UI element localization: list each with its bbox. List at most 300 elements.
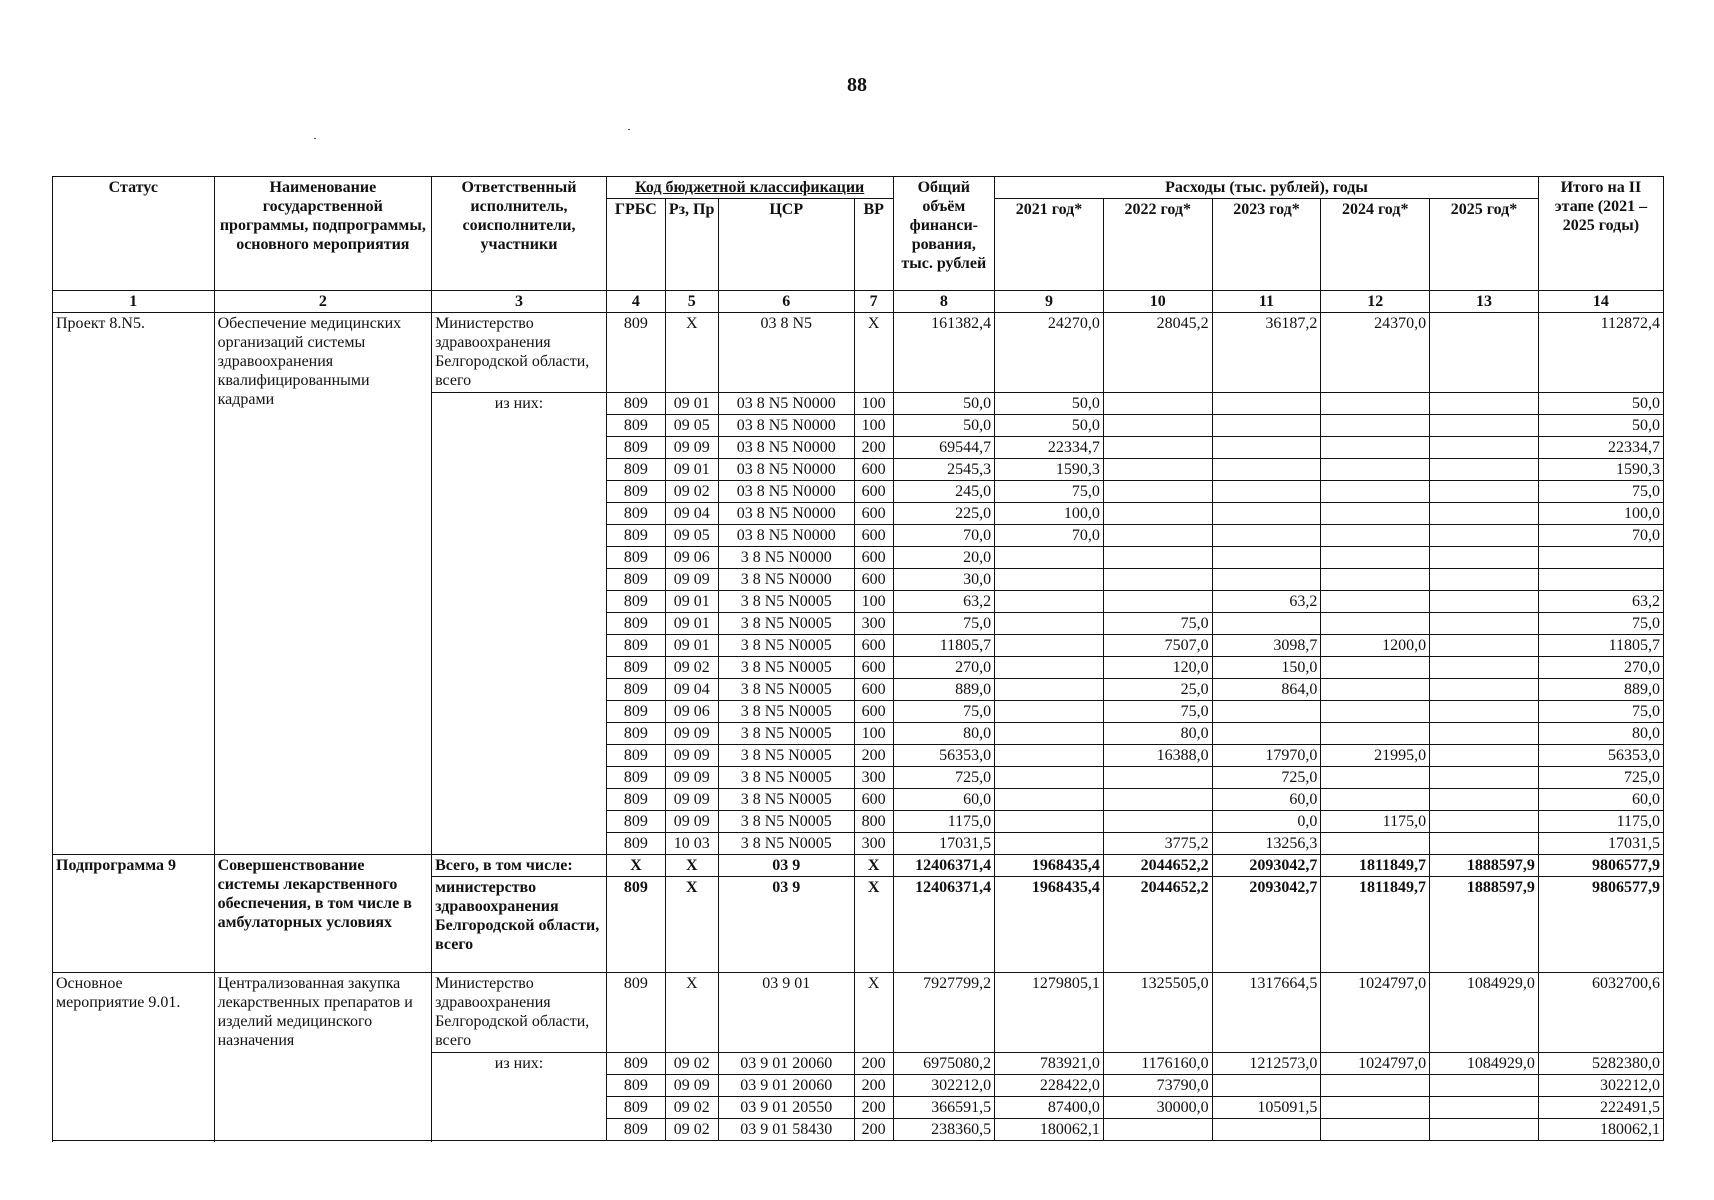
subprogram-responsible: министерство здравоохранения Белгородской области, всего <box>432 877 607 973</box>
cell-rz-pr: 09 06 <box>665 701 718 723</box>
cell-grbs: 809 <box>606 635 665 657</box>
cell-y2024 <box>1321 569 1430 591</box>
cell-y2022: 28045,2 <box>1103 313 1212 393</box>
subprogram-total-row <box>53 855 1664 877</box>
column-number: 2 <box>214 291 431 313</box>
cell-y2025 <box>1430 415 1539 437</box>
cell-y2022: 3775,2 <box>1103 833 1212 855</box>
cell-csr: 3 8 N5 N0005 <box>718 701 854 723</box>
cell-y2021 <box>995 569 1104 591</box>
cell-y2021: 1968435,4 <box>995 877 1104 973</box>
cell-csr: 03 8 N5 N0000 <box>718 525 854 547</box>
cell-y2021: 50,0 <box>995 415 1104 437</box>
cell-y2023: 150,0 <box>1212 657 1321 679</box>
cell-csr: 03 9 01 58430 <box>718 1119 854 1141</box>
cell-rz-pr: Х <box>665 313 718 393</box>
cell-y2021 <box>995 657 1104 679</box>
cell-grbs: 809 <box>606 1119 665 1141</box>
cell-csr: 03 8 N5 N0000 <box>718 437 854 459</box>
cell-y2024 <box>1321 503 1430 525</box>
subprogram-status: Подпрограмма 9 <box>53 855 215 973</box>
cell-y2024 <box>1321 393 1430 415</box>
cell-y2024 <box>1321 723 1430 745</box>
cell-y2025 <box>1430 811 1539 833</box>
cell-y2023: 2093042,7 <box>1212 877 1321 973</box>
cell-y2023: 1317664,5 <box>1212 973 1321 1053</box>
cell-itogo: 302212,0 <box>1538 1075 1663 1097</box>
cell-itogo: 100,0 <box>1538 503 1663 525</box>
cell-y2023: 17970,0 <box>1212 745 1321 767</box>
cell-y2023: 1212573,0 <box>1212 1053 1321 1075</box>
column-number: 5 <box>665 291 718 313</box>
cell-itogo: 1590,3 <box>1538 459 1663 481</box>
cell-y2021 <box>995 547 1104 569</box>
cell-y2022: 1325505,0 <box>1103 973 1212 1053</box>
cell-y2023 <box>1212 459 1321 481</box>
cell-rz-pr: 09 02 <box>665 657 718 679</box>
cell-itogo: 222491,5 <box>1538 1097 1663 1119</box>
cell-vr: 600 <box>854 503 893 525</box>
cell-rz-pr: 09 01 <box>665 635 718 657</box>
cell-y2025 <box>1430 767 1539 789</box>
cell-total: 30,0 <box>893 569 995 591</box>
cell-rz-pr: 09 06 <box>665 547 718 569</box>
column-number: 3 <box>432 291 607 313</box>
cell-y2025 <box>1430 459 1539 481</box>
cell-rz-pr: 09 09 <box>665 437 718 459</box>
cell-rz-pr: 09 09 <box>665 569 718 591</box>
cell-grbs: 809 <box>606 1097 665 1119</box>
cell-vr: 600 <box>854 547 893 569</box>
cell-itogo: 60,0 <box>1538 789 1663 811</box>
budget-table <box>52 176 1664 1141</box>
cell-rz-pr: 09 02 <box>665 1053 718 1075</box>
header-2023: 2023 год* <box>1212 199 1321 291</box>
cell-rz-pr: 09 09 <box>665 767 718 789</box>
cell-y2022: 73790,0 <box>1103 1075 1212 1097</box>
column-number: 10 <box>1103 291 1212 313</box>
column-number: 13 <box>1430 291 1539 313</box>
cell-itogo <box>1538 569 1663 591</box>
cell-csr: 03 9 01 20060 <box>718 1053 854 1075</box>
cell-y2024 <box>1321 459 1430 481</box>
cell-csr: 03 9 <box>718 877 854 973</box>
cell-y2025 <box>1430 613 1539 635</box>
cell-itogo: 6032700,6 <box>1538 973 1663 1053</box>
subprogram-name: Совершенствование системы лекарственного обеспечения, в том числе в амбулаторных условиях <box>214 855 431 973</box>
cell-y2025: 1888597,9 <box>1430 877 1539 973</box>
cell-total: 366591,5 <box>893 1097 995 1119</box>
cell-y2022 <box>1103 393 1212 415</box>
cell-y2021: 1279805,1 <box>995 973 1104 1053</box>
table-body <box>53 313 1664 1141</box>
cell-itogo: 1175,0 <box>1538 811 1663 833</box>
cell-csr: 3 8 N5 N0005 <box>718 657 854 679</box>
cell-csr: 3 8 N5 N0005 <box>718 789 854 811</box>
cell-y2021: 50,0 <box>995 393 1104 415</box>
header-2022: 2022 год* <box>1103 199 1212 291</box>
cell-y2021 <box>995 767 1104 789</box>
cell-y2024 <box>1321 437 1430 459</box>
cell-total: 161382,4 <box>893 313 995 393</box>
cell-rz-pr: 09 05 <box>665 415 718 437</box>
cell-csr: 03 8 N5 N0000 <box>718 481 854 503</box>
cell-y2021 <box>995 679 1104 701</box>
cell-rz-pr: 09 02 <box>665 1097 718 1119</box>
cell-y2023: 13256,3 <box>1212 833 1321 855</box>
cell-y2025 <box>1430 657 1539 679</box>
cell-grbs: 809 <box>606 657 665 679</box>
project-status: Проект 8.N5. <box>53 313 215 855</box>
cell-grbs: 809 <box>606 811 665 833</box>
cell-csr: 3 8 N5 N0000 <box>718 547 854 569</box>
cell-vr: 200 <box>854 1075 893 1097</box>
cell-total: 69544,7 <box>893 437 995 459</box>
cell-y2023: 864,0 <box>1212 679 1321 701</box>
cell-total: 63,2 <box>893 591 995 613</box>
cell-rz-pr: 09 09 <box>665 811 718 833</box>
scan-speck <box>628 129 630 130</box>
cell-y2022: 25,0 <box>1103 679 1212 701</box>
cell-rz-pr: 09 09 <box>665 723 718 745</box>
cell-total: 11805,7 <box>893 635 995 657</box>
cell-y2025 <box>1430 635 1539 657</box>
cell-y2025 <box>1430 789 1539 811</box>
cell-y2023 <box>1212 525 1321 547</box>
cell-y2024 <box>1321 591 1430 613</box>
cell-rz-pr: Х <box>665 855 718 877</box>
project-main-row <box>53 313 1664 393</box>
cell-y2025: 1084929,0 <box>1430 1053 1539 1075</box>
header-name: Наименование государственной программы, подпрограммы, основного мероприятия <box>214 177 431 291</box>
cell-vr: 300 <box>854 767 893 789</box>
cell-grbs: 809 <box>606 679 665 701</box>
cell-y2023 <box>1212 547 1321 569</box>
column-number: 6 <box>718 291 854 313</box>
column-number: 4 <box>606 291 665 313</box>
cell-grbs: 809 <box>606 569 665 591</box>
cell-vr: 100 <box>854 393 893 415</box>
header-budget-code: Код бюджетной классификации <box>606 177 893 199</box>
column-number: 7 <box>854 291 893 313</box>
cell-y2021: 783921,0 <box>995 1053 1104 1075</box>
cell-y2023: 0,0 <box>1212 811 1321 833</box>
cell-vr: 200 <box>854 437 893 459</box>
cell-csr: 3 8 N5 N0005 <box>718 811 854 833</box>
cell-rz-pr: 09 09 <box>665 745 718 767</box>
cell-grbs: 809 <box>606 481 665 503</box>
cell-csr: 3 8 N5 N0005 <box>718 635 854 657</box>
cell-itogo: 80,0 <box>1538 723 1663 745</box>
cell-y2024 <box>1321 613 1430 635</box>
cell-y2023 <box>1212 1119 1321 1141</box>
cell-y2023: 63,2 <box>1212 591 1321 613</box>
cell-y2022 <box>1103 437 1212 459</box>
cell-rz-pr: 09 05 <box>665 525 718 547</box>
cell-itogo: 70,0 <box>1538 525 1663 547</box>
cell-vr: 300 <box>854 613 893 635</box>
cell-y2021 <box>995 745 1104 767</box>
cell-total: 2545,3 <box>893 459 995 481</box>
cell-y2024: 24370,0 <box>1321 313 1430 393</box>
measure-of-them-label: из них: <box>432 1053 607 1141</box>
cell-y2021 <box>995 591 1104 613</box>
cell-total: 17031,5 <box>893 833 995 855</box>
measure-responsible: Министерство здравоохранения Белгородской области, всего <box>432 973 607 1053</box>
cell-itogo: 112872,4 <box>1538 313 1663 393</box>
cell-grbs: 809 <box>606 745 665 767</box>
cell-itogo: 75,0 <box>1538 613 1663 635</box>
cell-y2023 <box>1212 723 1321 745</box>
cell-y2024 <box>1321 415 1430 437</box>
cell-y2021 <box>995 811 1104 833</box>
cell-y2021 <box>995 833 1104 855</box>
cell-grbs: 809 <box>606 1053 665 1075</box>
cell-total: 270,0 <box>893 657 995 679</box>
cell-y2023: 3098,7 <box>1212 635 1321 657</box>
cell-csr: 3 8 N5 N0005 <box>718 591 854 613</box>
cell-total: 245,0 <box>893 481 995 503</box>
header-expenses: Расходы (тыс. рублей), годы <box>995 177 1539 199</box>
cell-grbs: 809 <box>606 767 665 789</box>
cell-y2024: 1024797,0 <box>1321 973 1430 1053</box>
cell-y2022 <box>1103 481 1212 503</box>
cell-csr: 3 8 N5 N0005 <box>718 679 854 701</box>
cell-vr: Х <box>854 973 893 1053</box>
header-responsible: Ответственный исполнитель, соисполнители, участники <box>432 177 607 291</box>
cell-vr: 800 <box>854 811 893 833</box>
cell-y2022 <box>1103 767 1212 789</box>
cell-y2022: 30000,0 <box>1103 1097 1212 1119</box>
cell-y2024 <box>1321 1075 1430 1097</box>
cell-y2021: 1968435,4 <box>995 855 1104 877</box>
cell-csr: 3 8 N5 N0000 <box>718 569 854 591</box>
cell-total: 70,0 <box>893 525 995 547</box>
cell-y2024 <box>1321 701 1430 723</box>
cell-itogo: 75,0 <box>1538 701 1663 723</box>
cell-y2023 <box>1212 481 1321 503</box>
cell-itogo: 22334,7 <box>1538 437 1663 459</box>
cell-grbs: 809 <box>606 1075 665 1097</box>
cell-y2022: 2044652,2 <box>1103 877 1212 973</box>
cell-vr: 600 <box>854 481 893 503</box>
cell-y2025 <box>1430 723 1539 745</box>
cell-grbs: 809 <box>606 437 665 459</box>
cell-y2025 <box>1430 481 1539 503</box>
cell-y2023: 2093042,7 <box>1212 855 1321 877</box>
cell-vr: Х <box>854 855 893 877</box>
cell-vr: 600 <box>854 635 893 657</box>
cell-y2022 <box>1103 415 1212 437</box>
cell-total: 225,0 <box>893 503 995 525</box>
cell-itogo: 889,0 <box>1538 679 1663 701</box>
cell-y2023: 60,0 <box>1212 789 1321 811</box>
cell-y2021: 75,0 <box>995 481 1104 503</box>
cell-y2025 <box>1430 679 1539 701</box>
cell-vr: 600 <box>854 679 893 701</box>
column-number-row <box>53 291 1664 313</box>
cell-itogo: 50,0 <box>1538 415 1663 437</box>
column-number: 1 <box>53 291 215 313</box>
header-csr: ЦСР <box>718 199 854 291</box>
cell-csr: 03 8 N5 N0000 <box>718 459 854 481</box>
cell-y2022: 75,0 <box>1103 701 1212 723</box>
cell-itogo: 56353,0 <box>1538 745 1663 767</box>
cell-vr: 600 <box>854 657 893 679</box>
cell-y2022: 7507,0 <box>1103 635 1212 657</box>
page-number: 88 <box>847 74 867 96</box>
cell-y2021: 1590,3 <box>995 459 1104 481</box>
cell-y2023 <box>1212 569 1321 591</box>
cell-rz-pr: 09 09 <box>665 789 718 811</box>
cell-vr: Х <box>854 877 893 973</box>
cell-csr: 03 8 N5 N0000 <box>718 415 854 437</box>
column-number: 14 <box>1538 291 1663 313</box>
cell-rz-pr: 10 03 <box>665 833 718 855</box>
cell-y2024 <box>1321 833 1430 855</box>
cell-y2025: 1888597,9 <box>1430 855 1539 877</box>
cell-total: 889,0 <box>893 679 995 701</box>
cell-y2021 <box>995 613 1104 635</box>
cell-y2025 <box>1430 525 1539 547</box>
cell-rz-pr: 09 01 <box>665 591 718 613</box>
cell-y2024: 1200,0 <box>1321 635 1430 657</box>
cell-y2025 <box>1430 547 1539 569</box>
cell-vr: 300 <box>854 833 893 855</box>
cell-y2022 <box>1103 459 1212 481</box>
cell-y2024 <box>1321 767 1430 789</box>
cell-y2025 <box>1430 313 1539 393</box>
cell-total: 56353,0 <box>893 745 995 767</box>
cell-y2024 <box>1321 679 1430 701</box>
cell-y2024 <box>1321 525 1430 547</box>
cell-grbs: 809 <box>606 415 665 437</box>
cell-y2023 <box>1212 1075 1321 1097</box>
cell-y2021: 100,0 <box>995 503 1104 525</box>
cell-y2024 <box>1321 481 1430 503</box>
cell-vr: 600 <box>854 701 893 723</box>
cell-y2021: 180062,1 <box>995 1119 1104 1141</box>
cell-grbs: 809 <box>606 591 665 613</box>
cell-rz-pr: Х <box>665 877 718 973</box>
cell-y2025 <box>1430 833 1539 855</box>
cell-rz-pr: 09 01 <box>665 613 718 635</box>
cell-y2021: 228422,0 <box>995 1075 1104 1097</box>
column-number: 8 <box>893 291 995 313</box>
cell-grbs: 809 <box>606 525 665 547</box>
cell-csr: 03 9 <box>718 855 854 877</box>
cell-csr: 3 8 N5 N0005 <box>718 723 854 745</box>
cell-itogo: 50,0 <box>1538 393 1663 415</box>
cell-total: 6975080,2 <box>893 1053 995 1075</box>
cell-grbs: 809 <box>606 459 665 481</box>
cell-grbs: 809 <box>606 613 665 635</box>
cell-total: 725,0 <box>893 767 995 789</box>
cell-grbs: 809 <box>606 973 665 1053</box>
cell-y2022 <box>1103 547 1212 569</box>
cell-y2025 <box>1430 1075 1539 1097</box>
cell-grbs: Х <box>606 855 665 877</box>
cell-csr: 3 8 N5 N0005 <box>718 767 854 789</box>
project-name: Обеспечение медицинских организаций системы здравоохранения квалифицированными кадрами <box>214 313 431 855</box>
cell-csr: 03 9 01 <box>718 973 854 1053</box>
cell-y2021 <box>995 789 1104 811</box>
cell-y2024 <box>1321 1119 1430 1141</box>
cell-total: 20,0 <box>893 547 995 569</box>
cell-y2021 <box>995 723 1104 745</box>
cell-total: 12406371,4 <box>893 877 995 973</box>
cell-vr: 100 <box>854 415 893 437</box>
cell-itogo: 725,0 <box>1538 767 1663 789</box>
cell-itogo: 63,2 <box>1538 591 1663 613</box>
cell-y2023: 36187,2 <box>1212 313 1321 393</box>
cell-grbs: 809 <box>606 547 665 569</box>
cell-csr: 03 9 01 20060 <box>718 1075 854 1097</box>
cell-y2023 <box>1212 393 1321 415</box>
cell-vr: Х <box>854 313 893 393</box>
cell-total: 60,0 <box>893 789 995 811</box>
cell-y2023: 105091,5 <box>1212 1097 1321 1119</box>
cell-grbs: 809 <box>606 789 665 811</box>
cell-csr: 03 9 01 20550 <box>718 1097 854 1119</box>
measure-name: Централизованная закупка лекарственных препаратов и изделий медицинского назначения <box>214 973 431 1141</box>
cell-vr: 200 <box>854 1053 893 1075</box>
cell-y2025 <box>1430 701 1539 723</box>
cell-y2025 <box>1430 1097 1539 1119</box>
cell-vr: 200 <box>854 745 893 767</box>
cell-y2024 <box>1321 547 1430 569</box>
cell-itogo: 270,0 <box>1538 657 1663 679</box>
cell-y2023 <box>1212 613 1321 635</box>
cell-y2023 <box>1212 503 1321 525</box>
cell-rz-pr: 09 02 <box>665 481 718 503</box>
cell-rz-pr: 09 01 <box>665 393 718 415</box>
cell-y2022 <box>1103 503 1212 525</box>
cell-y2021: 22334,7 <box>995 437 1104 459</box>
cell-total: 50,0 <box>893 415 995 437</box>
cell-itogo <box>1538 547 1663 569</box>
cell-y2022 <box>1103 789 1212 811</box>
cell-y2025 <box>1430 393 1539 415</box>
cell-total: 7927799,2 <box>893 973 995 1053</box>
cell-total: 238360,5 <box>893 1119 995 1141</box>
column-number: 11 <box>1212 291 1321 313</box>
column-number: 12 <box>1321 291 1430 313</box>
cell-itogo: 180062,1 <box>1538 1119 1663 1141</box>
cell-rz-pr: 09 09 <box>665 1075 718 1097</box>
cell-vr: 600 <box>854 569 893 591</box>
cell-y2022 <box>1103 1119 1212 1141</box>
project-responsible: Министерство здравоохранения Белгородской области, всего <box>432 313 607 393</box>
cell-y2025 <box>1430 745 1539 767</box>
cell-y2021: 24270,0 <box>995 313 1104 393</box>
cell-grbs: 809 <box>606 393 665 415</box>
cell-y2021: 70,0 <box>995 525 1104 547</box>
cell-itogo: 11805,7 <box>1538 635 1663 657</box>
cell-y2021 <box>995 635 1104 657</box>
cell-itogo: 5282380,0 <box>1538 1053 1663 1075</box>
cell-grbs: 809 <box>606 877 665 973</box>
measure-status: Основное мероприятие 9.01. <box>53 973 215 1141</box>
cell-y2023 <box>1212 701 1321 723</box>
cell-y2022 <box>1103 525 1212 547</box>
cell-y2021 <box>995 701 1104 723</box>
cell-y2022: 80,0 <box>1103 723 1212 745</box>
cell-total: 302212,0 <box>893 1075 995 1097</box>
cell-vr: 200 <box>854 1119 893 1141</box>
cell-vr: 600 <box>854 789 893 811</box>
header-rz-pr: Рз, Пр <box>665 199 718 291</box>
